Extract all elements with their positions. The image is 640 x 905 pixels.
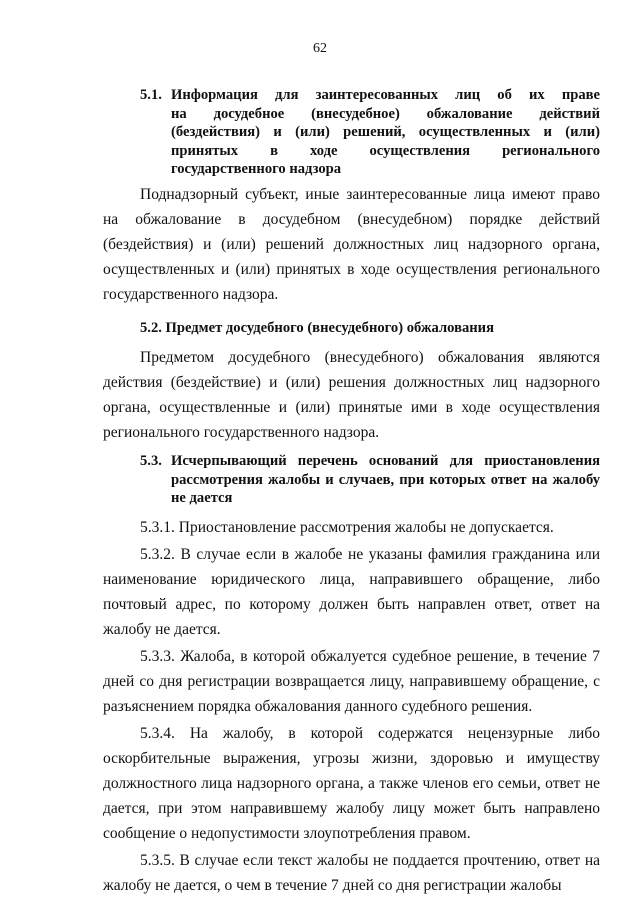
heading-line: не дается: [171, 490, 233, 506]
list-item: 5.3.5. В случае если текст жалобы не поддается прочтению, ответ на жалобу не дается, о чем в течение 7 дней со дня регистрации жалобы: [103, 852, 600, 894]
section-5-1-heading: [103, 86, 600, 179]
list-item: 5.3.1. Приостановление рассмотрения жалобы не допускается.: [140, 519, 554, 536]
list-item: 5.3.4. На жалобу, в которой содержатся нецензурные либо оскорбительные выражения, угрозы жизни, здоровью и имуществу должностного лица надзорного органа, а также членов его семьи, ответ не дается, при этом направившему жалобу лицу может быть направлено сообщение о недопустимости злоупотребления правом.: [103, 725, 600, 842]
heading-line: (бездействия) и (или) решений, осуществленных и (или): [171, 124, 600, 140]
heading-line: Исчерпывающий перечень оснований для приостановления: [171, 453, 600, 469]
section-5-3-number: 5.3.: [140, 453, 162, 469]
heading-line: государственного надзора: [171, 161, 342, 177]
section-5-2-text: [103, 345, 600, 445]
section-5-1-number: 5.1.: [140, 87, 162, 103]
section-5-2-heading-text: 5.2. Предмет досудебного (внесудебного) обжалования: [140, 320, 494, 336]
section-5-3-heading: [103, 452, 600, 508]
page-number: 62: [313, 41, 327, 56]
list-item: 5.3.3. Жалоба, в которой обжалуется судебное решение, в течение 7 дней со дня регистрации возвращается лицу, направившему обращение, с разъяснением порядка обжалования данного судебного решения.: [103, 648, 600, 715]
section-5-2-heading: [140, 316, 600, 341]
heading-line: рассмотрения жалобы и случаев, при которых ответ на жалобу: [171, 471, 600, 488]
paragraph: Поднадзорный субъект, иные заинтересованные лица имеют право на обжалование в досудебном (внесудебном) порядке действий (бездействия) и (или) решений должностных лиц надзорного органа, осуществленных и (или) принятых в ходе осуществления регионального государственного надзора.: [103, 186, 600, 303]
section-5-3-list: [103, 515, 600, 898]
heading-line: принятых в ходе осуществления регионального: [171, 142, 600, 159]
paragraph: Предметом досудебного (внесудебного) обжалования являются действия (бездействие) и (или) решения должностных лиц надзорного органа, осуществленные и (или) принятые ими в ходе осуществления регионального государственного надзора.: [103, 349, 600, 441]
heading-line: Информация для заинтересованных лиц об их праве: [171, 87, 600, 103]
list-item: 5.3.2. В случае если в жалобе не указаны фамилия гражданина или наименование юридического лица, направившего обращение, либо почтовый адрес, по которому должен быть направлен ответ, ответ на жалобу не дается.: [103, 546, 600, 638]
section-5-1-text: [103, 182, 600, 307]
heading-line: на досудебное (внесудебное) обжалование действий: [171, 105, 600, 122]
